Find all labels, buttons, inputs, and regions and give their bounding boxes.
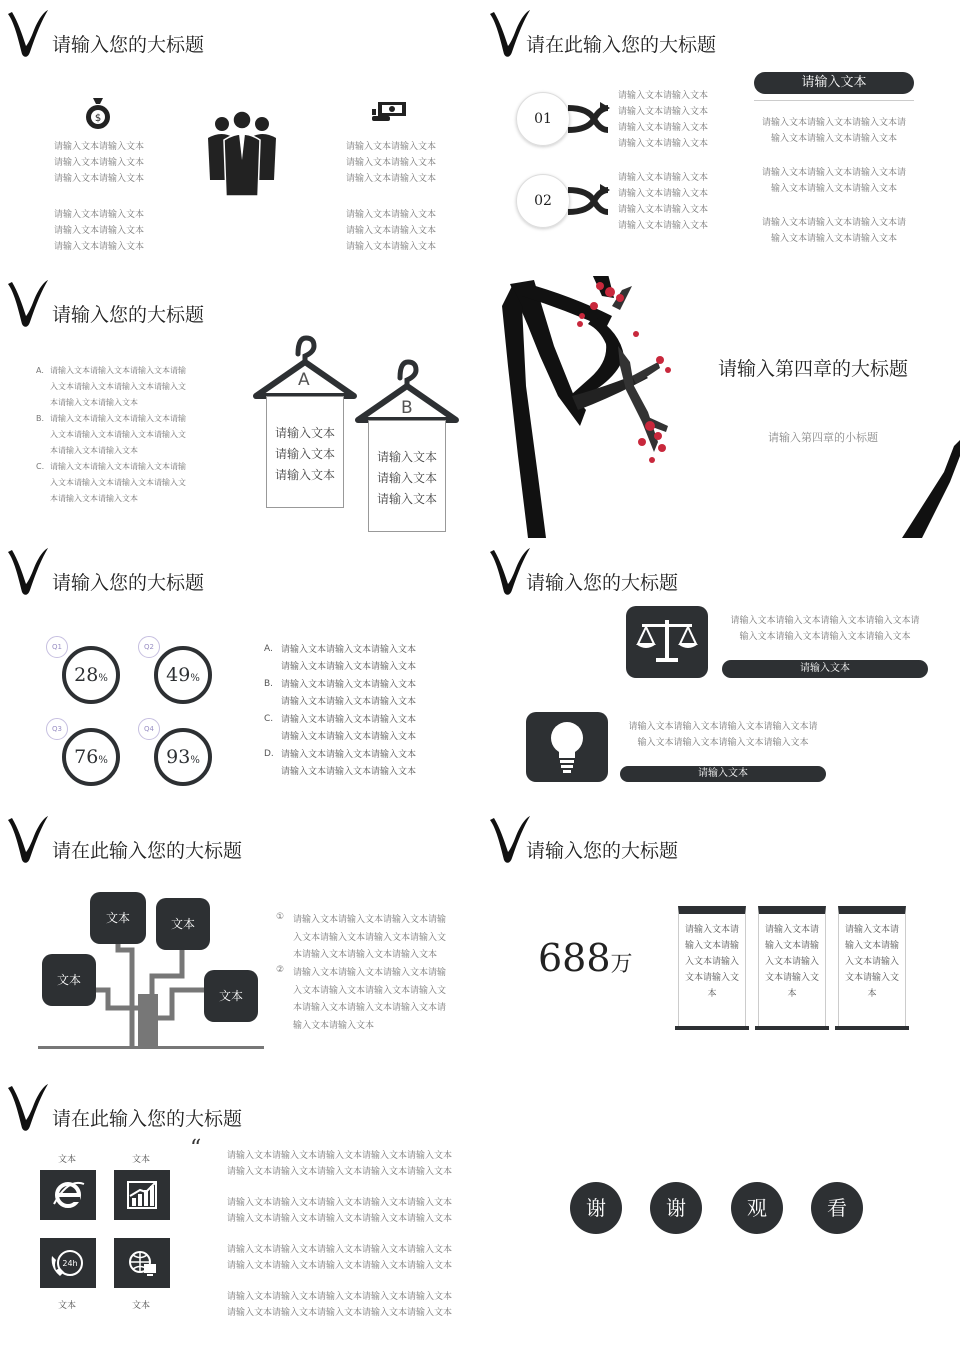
lettered-list [36,366,206,510]
tree-node: 文本 [42,954,96,1006]
brush-mark-icon [6,814,50,866]
stat-circle: 93% [154,728,212,786]
brush-mark-icon [6,278,50,330]
brush-mark-icon [6,1082,50,1134]
slide-9[interactable] [0,1076,478,1342]
slide-title: 请在此输入您的大标题 [526,34,717,56]
lightbulb-icon [526,712,608,782]
scales-icon [626,606,708,678]
icon-tile [114,1238,170,1288]
numbered-list [276,912,476,1035]
slide-title: 请输入您的大标题 [52,34,205,56]
paragraph: 请输入文本请输入文本请输入文本请输入文本请输入文本 请输入文本请输入文本请输入文本请输入文本请输入文本 [227,1245,453,1271]
list-item: B. 请输入文本请输入文本请输入文本请输 入文本请输入文本请输入文本请输入文 本请输入文本请输入文本 [36,414,186,455]
svg-text:24h: 24h [62,1259,78,1268]
list-item: A. 请输入文本请输入文本请输入文本请输 入文本请输入文本请输入文本请输入文 本请输入文本请输入文本 [36,366,186,407]
globe-computer-icon [114,1238,170,1288]
icon-tile [114,1170,170,1220]
icon-tile [626,606,708,678]
thanks-char-circle: 谢 [650,1182,702,1234]
icon-label: 文本 [58,1155,77,1165]
slide-title: 请输入您的大标题 [526,572,679,594]
slide-title: 请输入您的大标题 [526,840,679,862]
info-card: 请输入文本请 输入文本请输 入文本请输入 文本请输入文 本 [838,906,906,1027]
text-block: 请输入文本请输入文本 请输入文本请输入文本 请输入文本请输入文本 [54,142,145,184]
slide-4-chapter[interactable] [482,276,960,538]
info-card: 请输入文本请 输入文本请输 入文本请输入 文本请输入文 本 [678,906,746,1027]
icon-tile [40,1238,96,1288]
money-bag-icon [84,96,112,130]
list-item: ① 请输入文本请输入文本请输入文本请输 入文本请输入文本请输入文本请输入文 本请输入文本请输入文本请输入文本 [276,912,447,960]
list-item: C. 请输入文本请输入文本请输入文本请输 入文本请输入文本请输入文本请输入文 本请输入文本请输入文本 [36,462,186,503]
icon-label: 文本 [132,1301,151,1311]
divider [754,100,914,101]
thanks-char-circle: 看 [811,1182,863,1234]
business-team-icon [204,110,280,196]
slide-3[interactable] [0,272,478,538]
paragraph: 请输入文本请输入文本请输入文本请输入文本请输入文本 请输入文本请输入文本请输入文本请输入文本请输入文本 [227,1151,453,1177]
quarter-badge: Q4 [138,718,160,740]
quarter-badge: Q2 [138,636,160,658]
slide-title: 请输入您的大标题 [52,304,205,326]
chapter-title: 请输入第四章的大标题 [718,358,909,380]
slide-7[interactable] [0,808,478,1074]
text-block: 请输入文本请输入文本 请输入文本请输入文本 请输入文本请输入文本 [54,210,145,252]
big-number: 688万 [538,936,633,980]
hanger-tag: A [298,370,310,390]
hanger-tag: B [401,398,413,418]
twist-arrow-icon [566,184,610,218]
stat-circle: 49% [154,646,212,704]
slide-title: 请在此输入您的大标题 [52,840,243,862]
text-block: 请输入文本请输入文本 请输入文本请输入文本 请输入文本请输入文本 请输入文本请输入文本 [618,91,709,149]
24h-phone-icon [40,1238,96,1288]
chapter-subtitle: 请输入第四章的小标题 [768,431,878,444]
text-pill: 请输入文本 [620,766,826,782]
text-block: 请输入文本请输入文本请输入文本请 输入文本请输入文本请输入文本 [761,118,906,144]
step-number: 01 [516,92,570,146]
cash-icon [370,100,408,124]
step-number: 02 [516,174,570,228]
text-block: 请输入文本请输入文本 请输入文本请输入文本 请输入文本请输入文本 [346,210,437,252]
slide-8[interactable] [482,808,960,1074]
icon-label: 文本 [132,1155,151,1165]
paragraph: 请输入文本请输入文本请输入文本请输入文本请输入文本 请输入文本请输入文本请输入文本请输入文本请输入文本 [227,1292,453,1318]
icon-tile [526,712,608,782]
slide-title: 请在此输入您的大标题 [52,1108,243,1130]
hanging-card: 请输入文本 请输入文本 请输入文本 [368,420,446,532]
slide-6[interactable] [482,540,960,806]
growth-chart-icon [114,1170,170,1220]
paragraph: 请输入文本请输入文本请输入文本请输入文本请输入文本 请输入文本请输入文本请输入文本请输入文本请输入文本 [227,1198,453,1224]
stat-circle: 76% [62,728,120,786]
hanging-card: 请输入文本 请输入文本 请输入文本 [266,396,344,508]
thanks-char-circle: 谢 [570,1182,622,1234]
quarter-badge: Q3 [46,718,68,740]
text-block: 请输入文本请输入文本请输入文本请输入文本请 输入文本请输入文本请输入文本请输入文本 [730,616,920,642]
slide-5[interactable]: 请输入您的大标题 28% Q1 49% Q2 76% Q3 93% Q4 A. 请输入文本请输入文本请输入文本 请输入文本请输入文本请输入文本 B. 请输入文本请输入文本请输入文本 请输入文本请输入文本请输入文本 C. 请输入文本请输入文本请输入文本 请输入文本请输入文本请输入文本 D. 请输入文本请输入文本请输入文本 请输入文本请输入文本请输入文本 [0,540,478,806]
text-block: 请输入文本请输入文本请输入文本请输入文本请 输入文本请输入文本请输入文本请输入文本 [628,722,818,748]
text-block: 请输入文本请输入文本请输入文本请 输入文本请输入文本请输入文本 [761,168,906,194]
text-block: 请输入文本请输入文本 请输入文本请输入文本 请输入文本请输入文本 [346,142,437,184]
list-item: ② 请输入文本请输入文本请输入文本请输 入文本请输入文本请输入文本请输入文 本请输入文本请输入文本请输入文本请 输入文本请输入文本 [276,965,447,1031]
text-block: 请输入文本请输入文本 请输入文本请输入文本 请输入文本请输入文本 请输入文本请输入文本 [618,173,709,231]
quote-mark: “ [190,1136,202,1161]
tree-node: 文本 [90,892,146,944]
internet-explorer-icon [40,1170,96,1220]
tree-node: 文本 [156,898,210,950]
quarter-badge: Q1 [46,636,68,658]
text-pill: 请输入文本 [754,72,914,94]
text-block: 请输入文本请输入文本请输入文本请 输入文本请输入文本请输入文本 [761,218,906,244]
brush-mark-icon [6,8,50,60]
ink-plum-blossom-illustration [482,276,960,538]
twist-arrow-icon [566,102,610,136]
svg-text:$: $ [94,113,102,124]
tree-node: 文本 [204,970,258,1022]
slide-2[interactable] [482,2,960,268]
brush-mark-icon [6,546,50,598]
icon-label: 文本 [58,1301,77,1311]
info-card: 请输入文本请 输入文本请输 入文本请输入 文本请输入文 本 [758,906,826,1027]
slide-title: 请输入您的大标题 [52,572,205,594]
slide-10-thanks[interactable] [482,1076,960,1342]
icon-tile [40,1170,96,1220]
thanks-char-circle: 观 [731,1182,783,1234]
text-pill: 请输入文本 [722,660,928,678]
slide-1[interactable] [0,2,478,268]
stat-circle: 28% [62,646,120,704]
